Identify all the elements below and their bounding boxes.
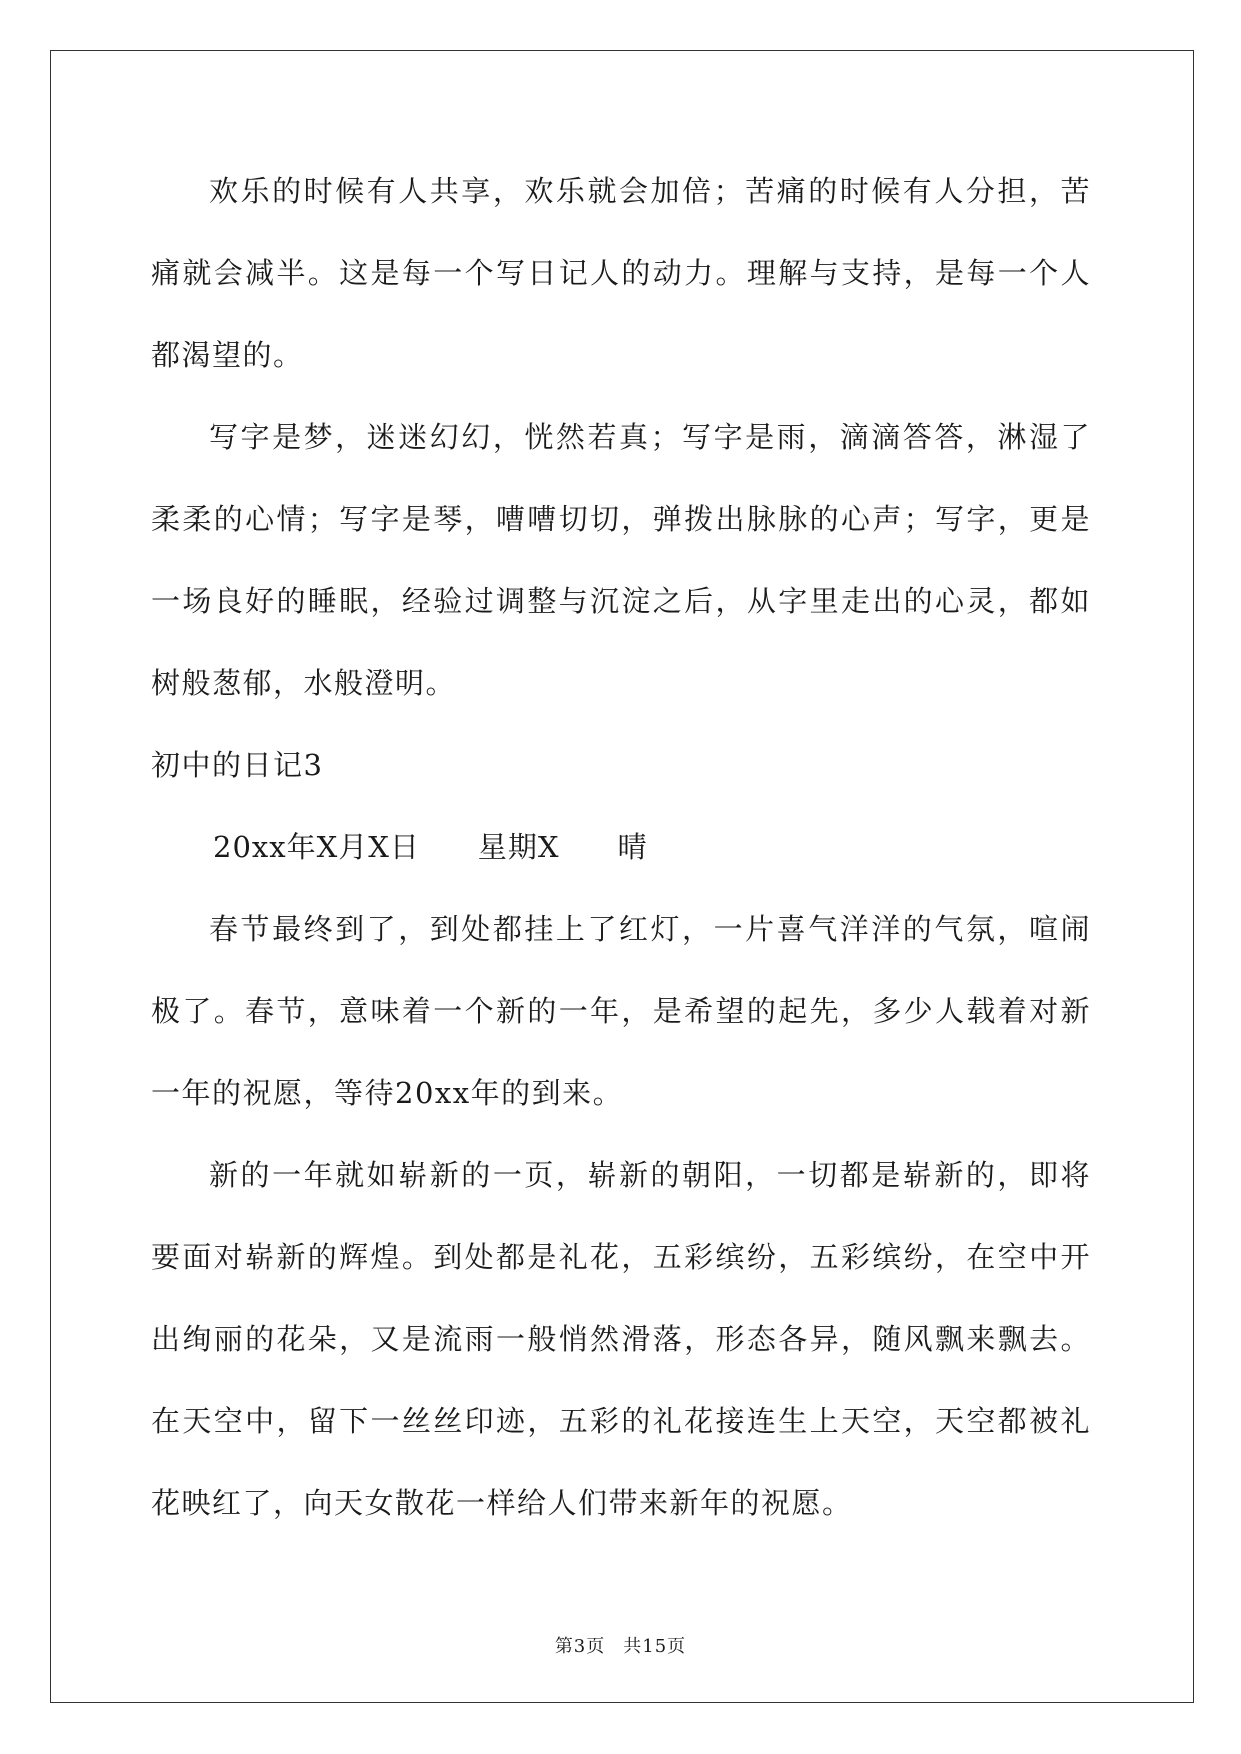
diary-date: 20xx年X月X日: [213, 830, 420, 864]
page-footer: [0, 1632, 1241, 1658]
paragraph: 春节最终到了，到处都挂上了红灯，一片喜气洋洋的气氛，喧闹极了。春节，意味着一个新的一年，是希望的起先，多少人载着对新一年的祝愿，等待20xx年的到来。: [151, 912, 1091, 1110]
diary-weather: 晴: [617, 830, 648, 864]
diary-weekday: 星期X: [477, 830, 560, 864]
paragraph: 欢乐的时候有人共享，欢乐就会加倍；苦痛的时候有人分担，苦痛就会减半。这是每一个写日记人的动力。理解与支持，是每一个人都渴望的。: [151, 174, 1091, 372]
date-line: [151, 806, 1091, 888]
paragraph: 新的一年就如崭新的一页，崭新的朝阳，一切都是崭新的，即将要面对崭新的辉煌。到处都是礼花，五彩缤纷，五彩缤纷，在空中开出绚丽的花朵，又是流雨一般悄然滑落，形态各异，随风飘来飘去。在天空中，留下一丝丝印迹，五彩的礼花接连生上天空，天空都被礼花映红了，向天女散花一样给人们带来新年的祝愿。: [151, 1158, 1091, 1520]
page-total: 共15页: [623, 1636, 687, 1657]
diary-heading: 初中的日记3: [151, 748, 324, 782]
document-body: [151, 150, 1091, 1544]
paragraph: 写字是梦，迷迷幻幻，恍然若真；写字是雨，滴滴答答，淋湿了柔柔的心情；写字是琴，嘈嘈切切，弹拨出脉脉的心声；写字，更是一场良好的睡眠，经验过调整与沉淀之后，从字里走出的心灵，都如树般葱郁，水般澄明。: [151, 420, 1091, 700]
page-number: 第3页: [554, 1636, 606, 1657]
